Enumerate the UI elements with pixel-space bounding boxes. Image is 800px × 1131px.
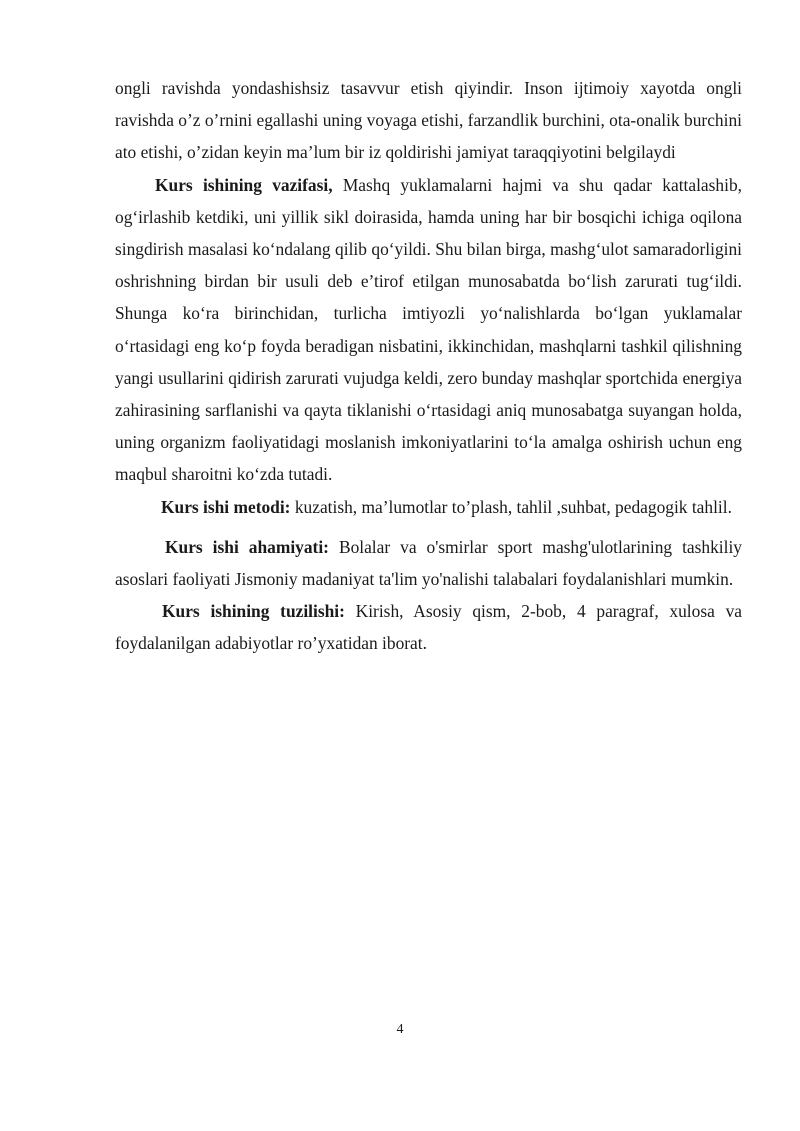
paragraph-text: ongli ravishda yondashishsiz tasavvur etish qiyindir. Inson ijtimoiy xayotda ongli ravishda o’z o’rnini egallashi uning voyaga etishi, farzandlik burchini, ota-onalik burchini ato etishi, o’zidan keyin ma’lum bir iz qoldirishi jamiyat taraqqiyotini belgilaydi	[115, 78, 742, 163]
paragraph-text: kuzatish, ma’lumotlar to’plash, tahlil ,suhbat, pedagogik tahlil.	[290, 496, 732, 517]
document-body	[115, 72, 742, 660]
paragraph-heading: Kurs ishining vazifasi,	[155, 174, 333, 195]
paragraph-intro-continuation	[115, 72, 742, 169]
paragraph-text: Bolalar va o'smirlar sport mashg'ulotlarining tashkiliy asoslari faoliyati Jismoniy madaniyat ta'lim yo'nalishi talabalari foydalanishlari mumkin.	[115, 536, 742, 590]
paragraph-course-significance	[115, 531, 742, 595]
paragraph-course-structure	[115, 595, 742, 659]
paragraph-course-tasks	[115, 169, 742, 491]
paragraph-course-method	[115, 491, 742, 523]
page-number: 4	[396, 1022, 404, 1037]
paragraph-text: Mashq yuklamalarni hajmi va shu qadar kattalashib, og‘irlashib ketdiki, uni yillik sikl doirasida, hamda uning har bir bosqichi ichiga oqilona singdirish masalasi ko‘ndalang qilib qo‘yildi. Shu bilan birga, mashg‘ulot samaradorligini oshrishning birdan bir usuli deb e’tirof etilgan munosabatda bo‘lish zarurati tug‘ildi. Shunga ko‘ra birinchidan, turlicha imtiyozli yo‘nalishlarda bo‘lgan yuklamalar o‘rtasidagi eng ko‘p foyda beradigan nisbatini, ikkinchidan, mashqlarni tashkil qilishning yangi usullarini qidirish zarurati vujudga keldi, zero bunday mashqlar sportchida energiya zahirasining sarflanishi va qayta tiklanishi o‘rtasidagi aniq munosabatga suyangan holda, uning organizm faoliyatidagi moslanish imkoniyatlarini to‘la amalga oshirish uchun eng maqbul sharoitni ko‘zda tutadi.	[115, 174, 742, 485]
paragraph-heading: Kurs ishi metodi:	[161, 496, 291, 517]
paragraph-text: Kirish, Asosiy qism, 2-bob, 4 paragraf, xulosa va foydalanilgan adabiyotlar ro’yxatidan iborat.	[115, 601, 742, 654]
paragraph-heading: Kurs ishi ahamiyati:	[165, 536, 329, 557]
paragraph-heading: Kurs ishining tuzilishi:	[162, 601, 345, 622]
